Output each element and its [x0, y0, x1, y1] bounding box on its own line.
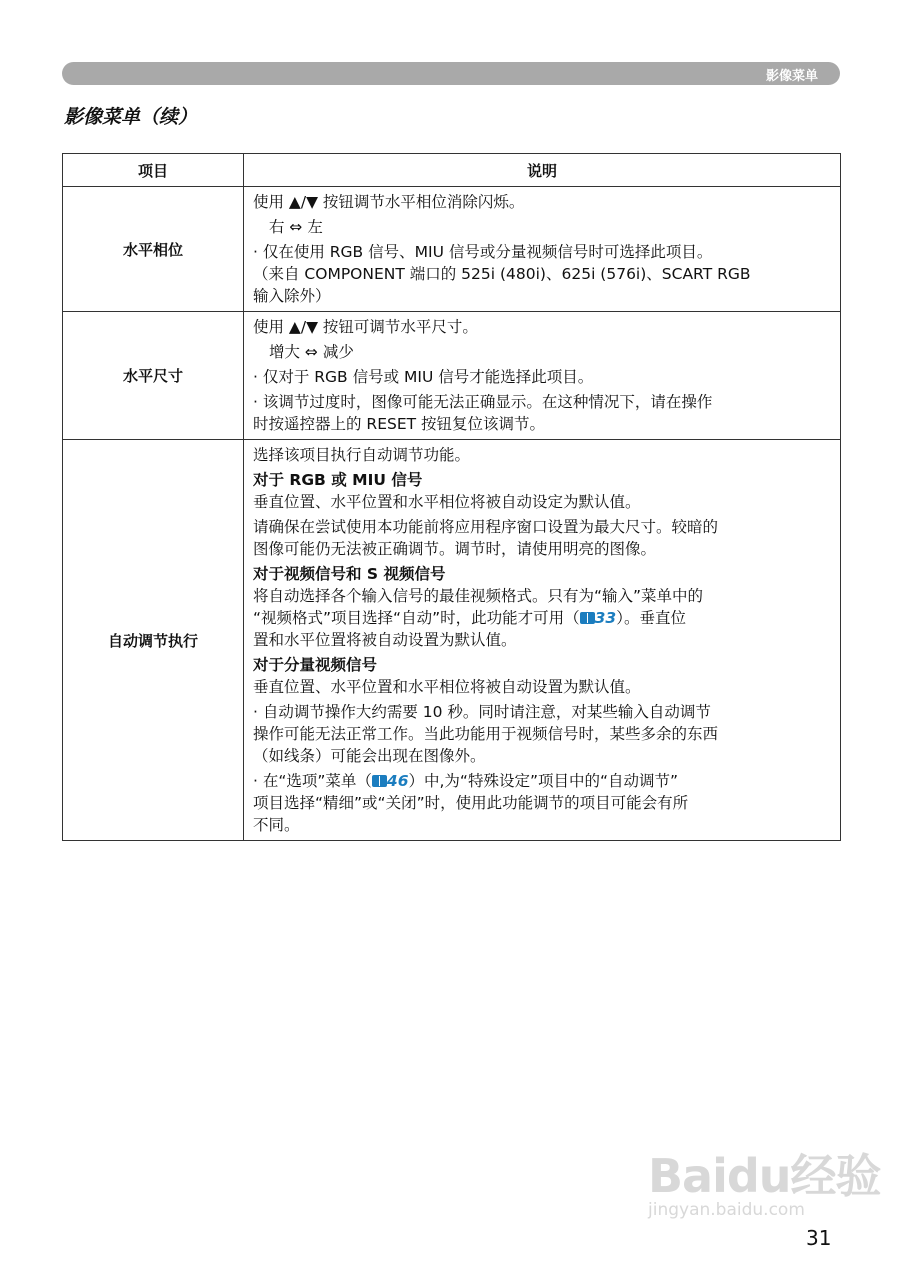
text-line: （如线条）可能会出现在图像外。	[253, 747, 486, 765]
page-reference: 33	[594, 609, 617, 627]
text-line: 不同。	[253, 816, 300, 834]
paragraph	[253, 701, 832, 767]
text-line	[253, 770, 832, 792]
column-header-item: 项目	[63, 154, 244, 187]
text-line: 时按遥控器上的 RESET 按钮复位该调节。	[253, 415, 546, 433]
paragraph	[253, 191, 832, 213]
text-line: 输入除外）	[253, 287, 331, 305]
subheading: 对于视频信号和 S 视频信号	[253, 565, 446, 583]
item-name: 水平相位	[63, 187, 244, 312]
item-description	[244, 440, 841, 841]
paragraph	[253, 366, 832, 388]
text-line: 将自动选择各个输入信号的最佳视频格式。只有为“输入”菜单中的	[253, 587, 704, 605]
watermark	[648, 1140, 881, 1220]
paragraph	[253, 444, 832, 466]
item-description	[244, 312, 841, 440]
menu-table	[62, 153, 841, 841]
text-line: 增大 ⇔ 减少	[269, 343, 354, 361]
watermark-logo: Baidu经验	[648, 1149, 881, 1203]
text-segment: “视频格式”项目选择“自动”时，此功能才可用（	[253, 609, 580, 627]
section-header-label: 影像菜单	[765, 69, 818, 84]
section-header-bar	[62, 62, 840, 85]
paragraph	[253, 563, 832, 651]
page-title: 影像菜单（续）	[64, 106, 198, 128]
table-row	[63, 440, 841, 841]
paragraph	[253, 241, 832, 307]
table-row	[63, 312, 841, 440]
text-line: 图像可能仍无法被正确调节。调节时，请使用明亮的图像。	[253, 540, 657, 558]
subheading: 对于 RGB 或 MIU 信号	[253, 471, 423, 489]
paragraph	[253, 216, 832, 238]
text-segment: ）中,为“特殊设定”项目中的“自动调节”	[408, 772, 679, 790]
paragraph	[253, 516, 832, 560]
book-reference-icon	[580, 612, 595, 624]
paragraph	[253, 391, 832, 435]
text-line: · 仅对于 RGB 信号或 MIU 信号才能选择此项目。	[253, 368, 594, 386]
item-name: 水平尺寸	[63, 312, 244, 440]
item-name: 自动调节执行	[63, 440, 244, 841]
paragraph	[253, 316, 832, 338]
text-line: （来自 COMPONENT 端口的 525i (480i)、625i (576i)、SCART RGB	[253, 265, 751, 283]
column-header-description: 说明	[244, 154, 841, 187]
text-line: · 该调节过度时，图像可能无法正确显示。在这种情况下，请在操作	[253, 393, 713, 411]
text-line	[253, 607, 832, 629]
text-line: 请确保在尝试使用本功能前将应用程序窗口设置为最大尺寸。较暗的	[253, 518, 719, 536]
paragraph	[253, 654, 832, 698]
text-segment: ）。垂直位	[616, 609, 686, 627]
text-line: 选择该项目执行自动调节功能。	[253, 446, 471, 464]
text-line: · 自动调节操作大约需要 10 秒。同时请注意，对某些输入自动调节	[253, 703, 711, 721]
text-line: 垂直位置、水平位置和水平相位将被自动设置为默认值。	[253, 678, 641, 696]
subheading: 对于分量视频信号	[253, 656, 378, 674]
text-line: 垂直位置、水平位置和水平相位将被自动设定为默认值。	[253, 493, 641, 511]
text-line: 使用 ▲/▼ 按钮可调节水平尺寸。	[253, 318, 478, 336]
text-line: 使用 ▲/▼ 按钮调节水平相位消除闪烁。	[253, 193, 525, 211]
page-reference: 46	[386, 772, 409, 790]
text-line: 操作可能无法正常工作。当此功能用于视频信号时，某些多余的东西	[253, 725, 719, 743]
watermark-url: jingyan.baidu.com	[648, 1200, 805, 1220]
book-reference-icon	[372, 775, 387, 787]
text-line: · 仅在使用 RGB 信号、MIU 信号或分量视频信号时可选择此项目。	[253, 243, 713, 261]
paragraph	[253, 770, 832, 836]
table-row	[63, 187, 841, 312]
paragraph	[253, 469, 832, 513]
page-number: 31	[806, 1226, 832, 1250]
item-description	[244, 187, 841, 312]
text-line: 右 ⇔ 左	[269, 218, 323, 236]
text-line: 项目选择“精细”或“关闭”时，使用此功能调节的项目可能会有所	[253, 794, 689, 812]
text-line: 置和水平位置将被自动设置为默认值。	[253, 631, 517, 649]
paragraph	[253, 341, 832, 363]
text-segment: · 在“选项”菜单（	[253, 772, 372, 790]
